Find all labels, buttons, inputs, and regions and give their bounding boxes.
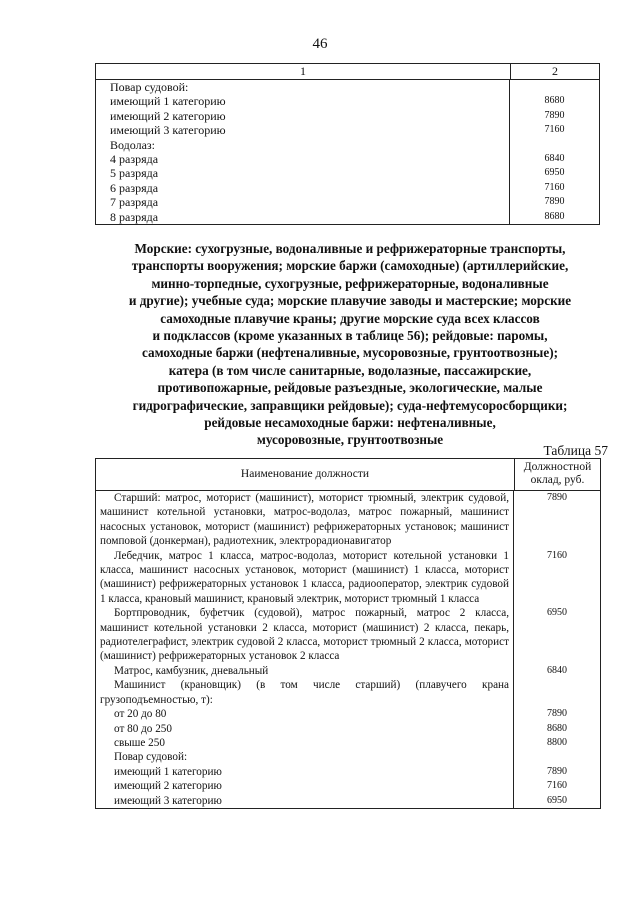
table-row [96, 491, 600, 549]
heading-line: и подклассов (кроме указанных в таблице 56); рейдовые: паромы, [152, 328, 548, 344]
position-description: Старший: матрос, моторист (машинист), моторист трюмный, электрик судовой, машинист котельной установки, матрос-водолаз, матрос пожарный, машинист насосных установок, моторист (машинист) рефрижераторных установок; машинист помповой (донкерман), радиотехник, электрорадионавигатор [96, 491, 514, 549]
position-description: от 80 до 250 [96, 722, 514, 736]
salary-value: 7160 [547, 780, 567, 792]
position-label: 6 разряда [96, 181, 510, 195]
heading-line: Морские: сухогрузные, водоналивные и рефрижераторные транспорты, [134, 241, 566, 256]
table-row [96, 166, 599, 180]
salary-value: 8680 [547, 722, 567, 734]
position-description: Бортпроводник, буфетчик (судовой), матрос пожарный, матрос 2 класса, машинист котельной установки 2 класса, моторист (машинист) 2 класса, пекарь, радиотелеграфист, электрик судовой 2 класса, моторист трюмный 2 класса, моторист (машинист) рефрижераторных установок 2 класса [96, 606, 514, 664]
salary-value [514, 750, 600, 764]
salary-value: 6950 [544, 167, 565, 179]
table-row [96, 779, 600, 793]
salary-value [514, 678, 600, 707]
table-row [96, 80, 599, 94]
position-description: Матрос, камбузник, дневальный [96, 664, 514, 678]
heading-line: противопожарные, рейдовые разъездные, экологические, малые [157, 380, 543, 396]
salary-value: 7890 [544, 196, 565, 208]
salary-value: 7890 [547, 492, 567, 503]
salary-value: 8800 [547, 736, 567, 748]
salary-value: 6950 [547, 607, 567, 619]
salary-value: 6840 [544, 152, 565, 164]
table-row [96, 138, 599, 152]
heading-line: гидрографические, заправщики рейдовые); суда-нефтемусоросборщики; [132, 397, 568, 413]
column-number-2: 2 [552, 64, 558, 78]
page-number: 46 [312, 36, 328, 52]
heading-line: и другие); учебные суда; морские плавучие заводы и мастерские; морские [128, 293, 572, 309]
column-number-1: 1 [96, 64, 511, 79]
table-row [96, 109, 599, 123]
salary-value: 7160 [544, 181, 565, 193]
position-description: Повар судовой: [96, 750, 514, 764]
position-label: имеющий 2 категорию [96, 109, 510, 123]
table-row [96, 195, 599, 209]
salary-value: 7890 [547, 765, 567, 777]
position-label: 5 разряда [96, 166, 510, 180]
table-row [96, 678, 600, 707]
table-body [96, 491, 600, 808]
salary-value [510, 80, 599, 94]
table-row [96, 750, 600, 764]
salary-table-57 [95, 458, 601, 809]
position-label: имеющий 1 категорию [96, 94, 510, 108]
table-row [96, 94, 599, 108]
position-label: имеющий 3 категорию [96, 123, 510, 137]
salary-value: 7160 [547, 549, 567, 561]
table-row [96, 765, 600, 779]
position-label: Повар судовой: [96, 80, 510, 94]
table-body [96, 80, 599, 224]
table-row [96, 722, 600, 736]
salary-value: 8680 [544, 210, 565, 222]
table-row [96, 123, 599, 137]
heading-line: рейдовые несамоходные баржи: нефтеналивные, [204, 415, 496, 431]
salary-value: 7890 [547, 708, 567, 720]
heading-line: минно-торпедные, сухогрузные, рефрижераторные, водоналивные [151, 275, 549, 291]
table-header-row [96, 459, 600, 491]
table-row [96, 664, 600, 678]
position-description: имеющий 2 категорию [96, 779, 514, 793]
table-header-row [96, 64, 599, 80]
position-description: Машинист (крановщик) (в том числе старший) (плавучего крана грузоподъемностью, т): [96, 678, 514, 707]
position-label: Водолаз: [96, 138, 510, 152]
table-caption: Таблица 57 [543, 443, 608, 458]
position-label: 7 разряда [96, 195, 510, 209]
heading-line: катера (в том числе санитарные, водолазные, пассажирские, [168, 362, 532, 378]
position-label: 8 разряда [96, 210, 510, 224]
table-row [96, 152, 599, 166]
section-heading [80, 240, 620, 449]
position-description: от 20 до 80 [96, 707, 514, 721]
salary-value: 6950 [547, 794, 567, 806]
header-salary: Должностной оклад, руб. [523, 461, 592, 486]
salary-value [510, 138, 599, 152]
table-row [96, 794, 600, 808]
heading-line: мусоровозные, грунтоотвозные [256, 432, 444, 448]
table-row [96, 606, 600, 664]
heading-line: самоходные баржи (нефтеналивные, мусоровозные, грунтоотвозные); [142, 345, 558, 361]
heading-line: самоходные плавучие краны; другие морские суда всех классов [160, 310, 540, 326]
salary-table-continued [95, 63, 600, 225]
position-description: имеющий 1 категорию [96, 765, 514, 779]
table-row [96, 549, 600, 607]
position-description: Лебедчик, матрос 1 класса, матрос-водолаз, моторист котельной установки 1 класса, машинист насосных установок, моторист (машинист) 1 класса, моторист (машинист) рефрижераторных установок 1 класса, радиооператор, электрик судовой 1 класса, крановый машинист, крановый электрик, моторист трюмный 1 класса [96, 549, 514, 607]
header-position: Наименование должности [96, 459, 515, 490]
table-row [96, 181, 599, 195]
salary-value: 7160 [544, 124, 565, 136]
salary-value: 6840 [547, 664, 567, 676]
salary-value: 7890 [544, 109, 565, 121]
position-description: имеющий 3 категорию [96, 794, 514, 808]
position-description: свыше 250 [96, 736, 514, 750]
heading-line: транспорты вооружения; морские баржи (самоходные) (артиллерийские, [131, 258, 569, 274]
table-row [96, 707, 600, 721]
table-row [96, 210, 599, 224]
position-label: 4 разряда [96, 152, 510, 166]
table-row [96, 736, 600, 750]
salary-value: 8680 [544, 95, 565, 107]
